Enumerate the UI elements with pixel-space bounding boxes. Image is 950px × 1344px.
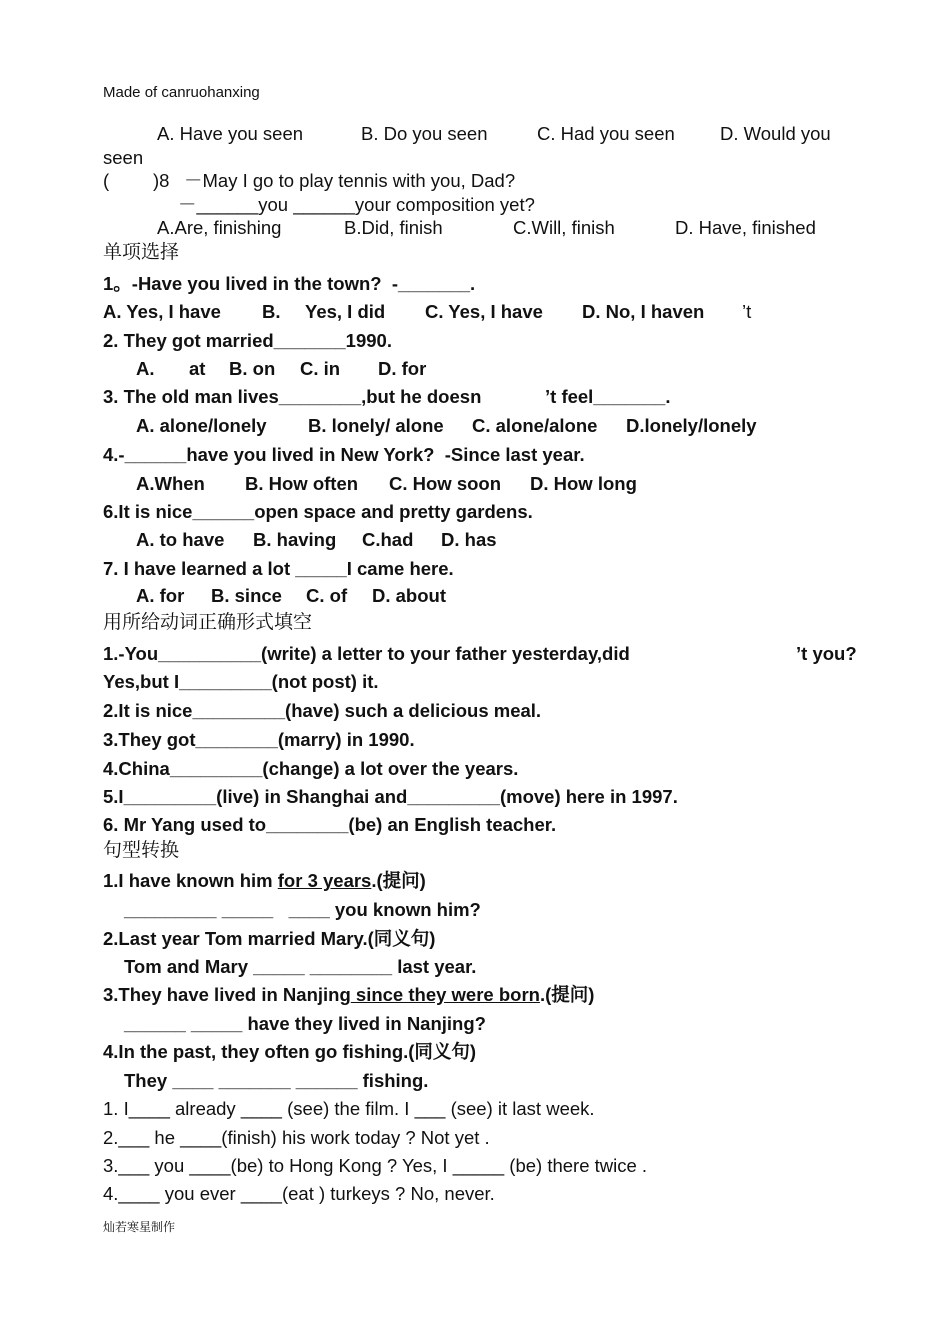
s1-q3-text-tail: ’t feel_______. [545,386,671,407]
s3-q4-text: 4.In the past, they often go fishing.(同义句) [103,1041,477,1062]
s3-q3-post: .(提问) [539,984,595,1005]
page-header: Made of canruohanxing [103,84,260,101]
s2-q4: 4.China_________(change) a lot over the years. [103,758,519,779]
q8-option-c: C.Will, finish [513,217,615,238]
q7-option-c: C. Had you seen [537,123,675,144]
s2-q2: 2.It is nice_________(have) such a delicious meal. [103,700,542,721]
s2-q1-line1: 1.-You__________(write) a letter to your father yesterday,did [103,643,630,664]
page-footer: 灿若寒星制作 [103,1220,176,1234]
s1-q1-option-b: Yes, I did [305,301,386,322]
s1-q2-text: 2. They got married_______1990. [103,330,392,351]
s3-q1-answer: _________ _____ ____ you known him? [124,899,481,920]
s1-q1-option-d: D. No, I haven [582,301,705,322]
s4-q4: 4.____ you ever ____(eat ) turkeys ? No, never. [103,1183,495,1204]
s1-q3-text: 3. The old man lives________,but he doesn [103,386,482,407]
s2-q1-line2: Yes,but I_________(not post) it. [103,671,379,692]
s3-q3-underlined: since they were born [350,984,540,1005]
q7-option-b: B. Do you seen [361,123,488,144]
s3-q3-text [103,984,594,1006]
s1-q6-option-c: C.had [362,529,414,550]
s1-q7-option-c: C. of [306,585,348,606]
s2-q5: 5.I_________(live) in Shanghai and_________(move) here in 1997. [103,786,678,807]
s4-q3: 3.___ you ____(be) to Hong Kong ? Yes, I _____ (be) there twice . [103,1155,648,1176]
q7-option-d: D. Would you [720,123,831,144]
s3-q4-answer: They ____ _______ ______ fishing. [124,1070,429,1091]
s1-q4-text: 4.-______have you lived in New York? -Since last year. [103,444,585,465]
s1-q4-option-b: B. How often [245,473,359,494]
s3-q1-post: .(提问) [371,870,426,891]
s1-q2-option-a: at [189,358,206,379]
s2-q1-line1-tail: ’t you? [796,643,857,664]
s1-q3-option-a: A. alone/lonely [136,415,267,436]
s1-q6-option-d: D. has [441,529,497,550]
s1-q2-option-a-letter: A. [136,358,155,379]
section2-title: 用所给动词正确形式填空 [103,612,313,633]
q7-option-a: A. Have you seen [157,123,304,144]
s1-q6-text: 6.It is nice______open space and pretty gardens. [103,501,533,522]
q8-line2: －______you ______your composition yet? [178,194,535,215]
s1-q7-option-b: B. since [211,585,282,606]
s1-q7-option-d: D. about [372,585,446,606]
q8-option-b: B.Did, finish [344,217,443,238]
s1-q1-option-b-letter: B. [262,301,281,322]
q8-option-d: D. Have, finished [675,217,816,238]
q8-option-a: A.Are, finishing [157,217,282,238]
s4-q2: 2.___ he ____(finish) his work today ? Not yet . [103,1127,490,1148]
s1-q4-option-d: D. How long [530,473,637,494]
s3-q3-answer: ______ _____ have they lived in Nanjing? [124,1013,486,1034]
s3-q2-answer: Tom and Mary _____ ________ last year. [124,956,477,977]
s1-q3-option-b: B. lonely/ alone [308,415,444,436]
s1-q7-text: 7. I have learned a lot _____I came here. [103,558,454,579]
s1-q6-option-a: A. to have [136,529,225,550]
s3-q2-text: 2.Last year Tom married Mary.(同义句) [103,928,436,949]
s2-q6: 6. Mr Yang used to________(be) an English teacher. [103,814,557,835]
s1-q1-option-d-tail: ’t [742,301,752,322]
s1-q3-option-c: C. alone/alone [472,415,598,436]
s1-q6-option-b: B. having [253,529,337,550]
s1-q1-text: 1。-Have you lived in the town? -_______. [103,273,476,294]
s1-q4-option-a: A.When [136,473,205,494]
s3-q1-pre: 1.I have known him [103,870,278,891]
s2-q3: 3.They got________(marry) in 1990. [103,729,415,750]
s1-q3-option-d: D.lonely/lonely [626,415,757,436]
s1-q1-option-c: C. Yes, I have [425,301,543,322]
s1-q2-option-d: D. for [378,358,427,379]
s1-q7-option-a: A. for [136,585,185,606]
q8-line1: －May I go to play tennis with you, Dad? [184,170,516,191]
section1-title: 单项选择 [103,242,180,263]
s1-q2-option-c: C. in [300,358,341,379]
s3-q1-underlined: for 3 years [277,870,372,891]
s1-q4-option-c: C. How soon [389,473,502,494]
s1-q1-option-a: A. Yes, I have [103,301,221,322]
q8-number: )8 [153,170,170,191]
s3-q3-pre: 3.They have lived in Nanjing [103,984,351,1005]
s3-q1-text [103,870,426,892]
q7-option-d-wrap: seen [103,147,144,168]
q8-paren: ( [103,170,110,191]
s4-q1: 1. I____ already ____ (see) the film. I ___ (see) it last week. [103,1098,595,1119]
section3-title: 句型转换 [103,840,180,861]
s1-q2-option-b: B. on [229,358,276,379]
